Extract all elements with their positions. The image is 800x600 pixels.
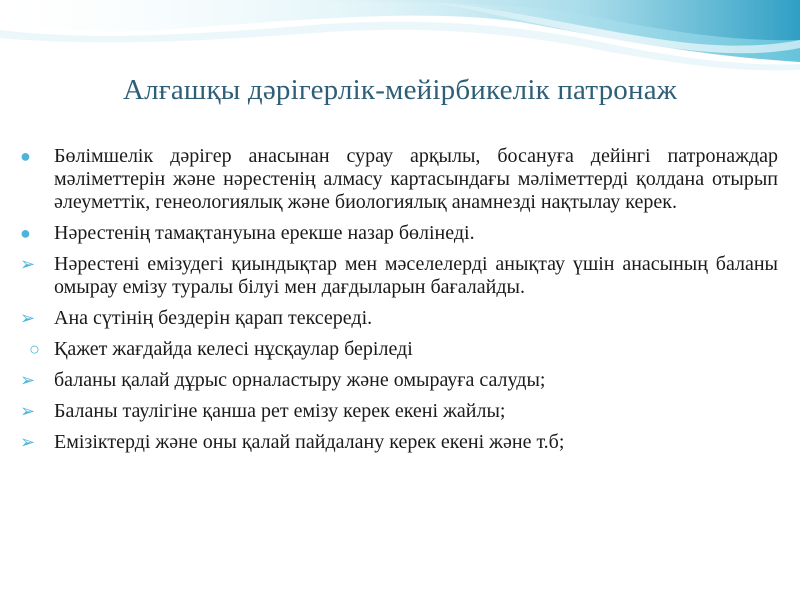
list-item	[20, 307, 778, 330]
bullet-circle-icon: ○	[29, 339, 40, 359]
list-item-text: Емізіктерді және оны қалай пайдалану керек екені және т.б;	[54, 431, 565, 453]
list-item-text: баланы қалай дұрыс орналастыру және омырауға салуды;	[54, 369, 546, 391]
list-item	[20, 400, 778, 423]
list-item-text: Нәрестенің тамақтануына ерекше назар бөлінеді.	[54, 222, 475, 244]
list-item-text: Нәрестені емізудегі қиындықтар мен мәселелерді анықтау үшін анасының баланы омырау емізу туралы білуі мен дағдыларын бағалайды.	[54, 253, 778, 298]
slide-title: Алғашқы дәрігерлік-мейірбикелік патронаж	[122, 74, 678, 106]
list-item	[20, 253, 778, 299]
bullet-arrow-icon: ➢	[20, 308, 36, 328]
bullet-arrow-icon: ➢	[20, 401, 36, 421]
bullet-arrow-icon: ➢	[20, 432, 36, 452]
list-item-text: Баланы таулігіне қанша рет емізу керек екені жайлы;	[54, 400, 506, 422]
bullet-list	[20, 145, 778, 462]
list-item-text: Қажет жағдайда келесі нұсқаулар беріледі	[54, 338, 413, 360]
list-item	[20, 222, 778, 245]
list-item	[20, 145, 778, 214]
list-item	[20, 369, 778, 392]
list-item	[20, 338, 778, 361]
bullet-dot-icon: ●	[20, 146, 31, 166]
list-item	[20, 431, 778, 454]
bullet-arrow-icon: ➢	[20, 370, 36, 390]
list-item-text: Бөлімшелік дәрігер анасынан сурау арқылы, босануға дейінгі патронаждар мәліметтерін және нәрестенің алмасу картасындағы мәліметтерді қолдана отырып әлеуметтік, генеологиялық және биологиялық анамнезді нақтылау керек.	[54, 145, 778, 213]
bullet-arrow-icon: ➢	[20, 254, 36, 274]
list-item-text: Ана сүтінің бездерін қарап тексереді.	[54, 307, 373, 329]
bullet-dot-icon: ●	[20, 223, 31, 243]
